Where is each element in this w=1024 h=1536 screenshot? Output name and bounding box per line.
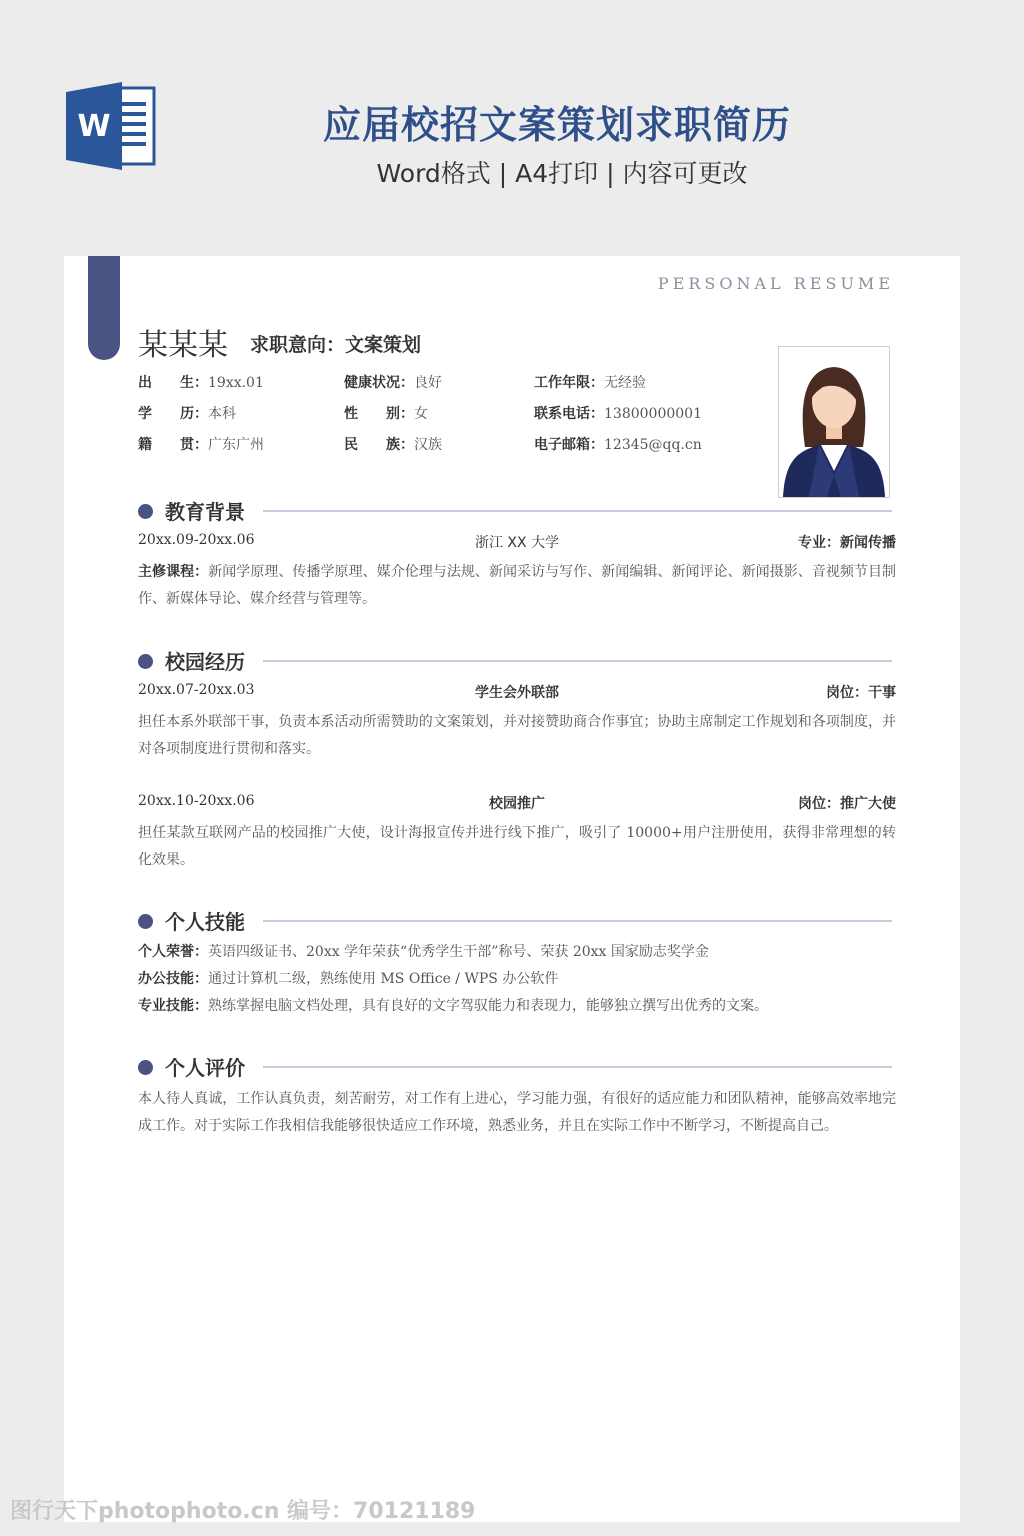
divider: [263, 660, 892, 662]
education-major: 专业：新闻传播: [798, 535, 896, 551]
info-birth: 出 生：19xx.01: [138, 375, 264, 391]
bookmark-ribbon: [88, 256, 120, 360]
section-title: 个人评价: [165, 1056, 245, 1080]
page-title: 应届校招文案策划求职简历: [322, 103, 791, 147]
education-courses: 主修课程：新闻学原理、传播学原理、媒介伦理与法规、新闻采访与写作、新闻编辑、新闻评论、新闻摄影、音视频节目制作、新媒体导论、媒介经营与管理等。: [138, 564, 897, 607]
page-subtitle: Word格式 | A4打印 | 内容可更改: [376, 159, 748, 188]
info-row: [138, 372, 738, 403]
svg-text:W: W: [77, 109, 111, 144]
section-title: 个人技能: [165, 910, 245, 934]
section-skills: [138, 906, 892, 934]
skill-honor: 个人荣誉：英语四级证书、20xx 学年荣获“优秀学生干部”称号、荣获 20xx 国家励志奖学金: [138, 944, 709, 960]
bullet-dot: [138, 654, 153, 669]
watermark: 图行天下photophoto.cn 编号：70121189: [10, 1499, 476, 1524]
personal-resume-tag: PERSONAL RESUME: [657, 274, 894, 293]
info-email: 电子邮箱：12345@qq.cn: [534, 437, 702, 453]
info-row: [138, 434, 738, 465]
bullet-dot: [138, 1060, 153, 1075]
divider: [263, 510, 892, 512]
info-ethnicity: 民 族：汉族: [344, 437, 442, 453]
section-education: [138, 496, 892, 524]
info-education: 学 历：本科: [138, 406, 236, 422]
education-school: 浙江 XX 大学: [474, 535, 560, 551]
avatar-photo: [778, 346, 890, 498]
info-work-years: 工作年限：无经验: [534, 375, 646, 391]
candidate-name: 某某某: [138, 328, 228, 363]
info-native-place: 籍 贯：广东广州: [138, 437, 264, 453]
section-title: 校园经历: [165, 650, 245, 674]
education-date: 20xx.09-20xx.06: [138, 532, 255, 548]
education-entry: [138, 532, 896, 554]
intention-value: 文案策划: [345, 334, 422, 356]
skill-office: 办公技能：通过计算机二级，熟练使用 MS Office / WPS 办公软件: [138, 971, 559, 987]
section-campus: [138, 646, 892, 674]
campus-desc: 担任某款互联网产品的校园推广大使，设计海报宣传并进行线下推广，吸引了 10000+用户注册使用，获得非常理想的转化效果。: [138, 825, 896, 868]
divider: [263, 920, 892, 922]
job-intention: [250, 330, 421, 357]
section-evaluation: [138, 1052, 892, 1080]
campus-entry: 20xx.10-20xx.06 校园推广 岗位：推广大使: [138, 793, 896, 812]
info-gender: 性 别：女: [344, 406, 428, 422]
intention-label: 求职意向：: [250, 334, 346, 356]
divider: [263, 1066, 892, 1068]
basic-info: [138, 372, 738, 465]
section-title: 教育背景: [165, 500, 245, 524]
resume-paper: [64, 256, 960, 1522]
info-health: 健康状况：良好: [344, 375, 442, 391]
info-phone: 联系电话：13800000001: [534, 406, 702, 422]
skill-professional: 专业技能：熟练掌握电脑文档处理，具有良好的文字驾驭能力和表现力，能够独立撰写出优秀的文案。: [138, 998, 768, 1014]
campus-entry: 20xx.07-20xx.03 学生会外联部 岗位：干事: [138, 682, 896, 701]
bullet-dot: [138, 504, 153, 519]
campus-desc: 担任本系外联部干事，负责本系活动所需赞助的文案策划，并对接赞助商合作事宜；协助主席制定工作规划和各项制度，并对各项制度进行贯彻和落实。: [138, 714, 896, 757]
info-row: [138, 403, 738, 434]
evaluation-text: 本人待人真诚，工作认真负责，刻苦耐劳，对工作有上进心，学习能力强，有很好的适应能力和团队精神，能够高效率地完成工作。对于实际工作我相信我能够很快适应工作环境，熟悉业务，并且在实际工作中不断学习，不断提高自己。: [138, 1091, 896, 1134]
bullet-dot: [138, 914, 153, 929]
